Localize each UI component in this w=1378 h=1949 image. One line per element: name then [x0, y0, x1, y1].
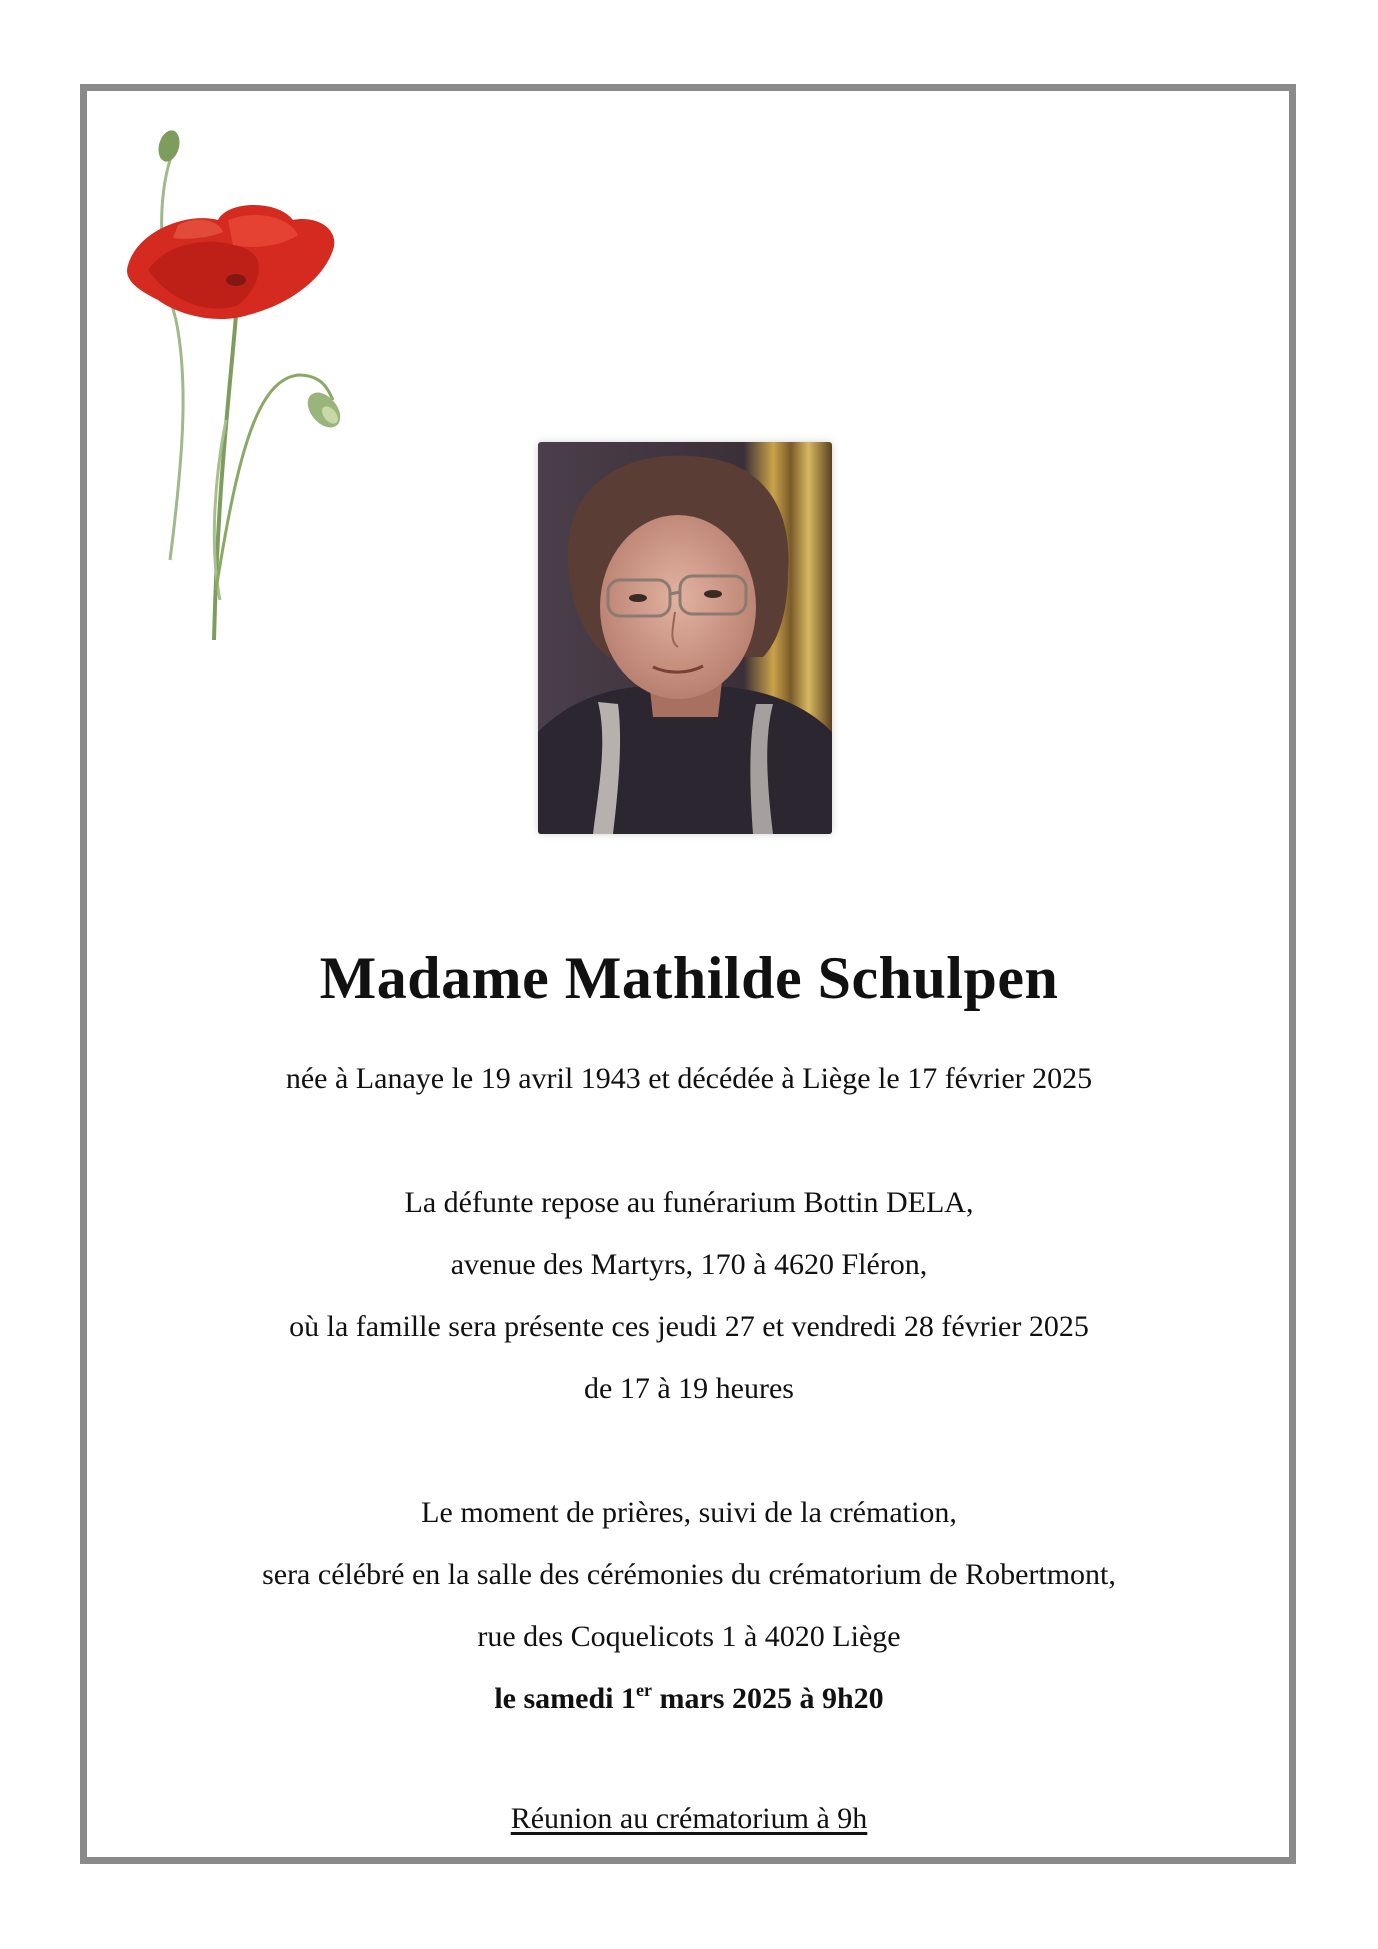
poppy-flower-icon — [118, 120, 348, 650]
ceremony-date-superscript: er — [636, 1680, 652, 1700]
ceremony-line-2: sera célébré en la salle des cérémonies du crématorium de Robertmont, — [262, 1558, 1116, 1591]
visitation-line-3: où la famille sera présente ces jeudi 27 et vendredi 28 février 2025 — [289, 1310, 1089, 1343]
visitation-line-4: de 17 à 19 heures — [584, 1372, 794, 1405]
birth-death-text: née à Lanaye le 19 avril 1943 et décédée à Liège le 17 février 2025 — [285, 1062, 1093, 1095]
ceremony-date-prefix: le samedi 1 — [494, 1682, 636, 1715]
deceased-name: Madame Mathilde Schulpen — [319, 945, 1059, 1011]
visitation-line-2: avenue des Martyrs, 170 à 4620 Fléron, — [450, 1248, 928, 1281]
ceremony-line-1: Le moment de prières, suivi de la crémation, — [421, 1496, 957, 1529]
ceremony-line-3: rue des Coquelicots 1 à 4020 Liège — [477, 1620, 901, 1653]
visitation-line-1: La défunte repose au funérarium Bottin DELA, — [404, 1186, 974, 1219]
ceremony-date-suffix: mars 2025 à 9h20 — [651, 1682, 884, 1715]
portrait-photo — [538, 442, 832, 834]
meeting-note — [0, 1804, 1378, 1834]
ceremony-date — [0, 1680, 1378, 1715]
meeting-note-text: Réunion au crématorium à 9h — [510, 1802, 868, 1835]
